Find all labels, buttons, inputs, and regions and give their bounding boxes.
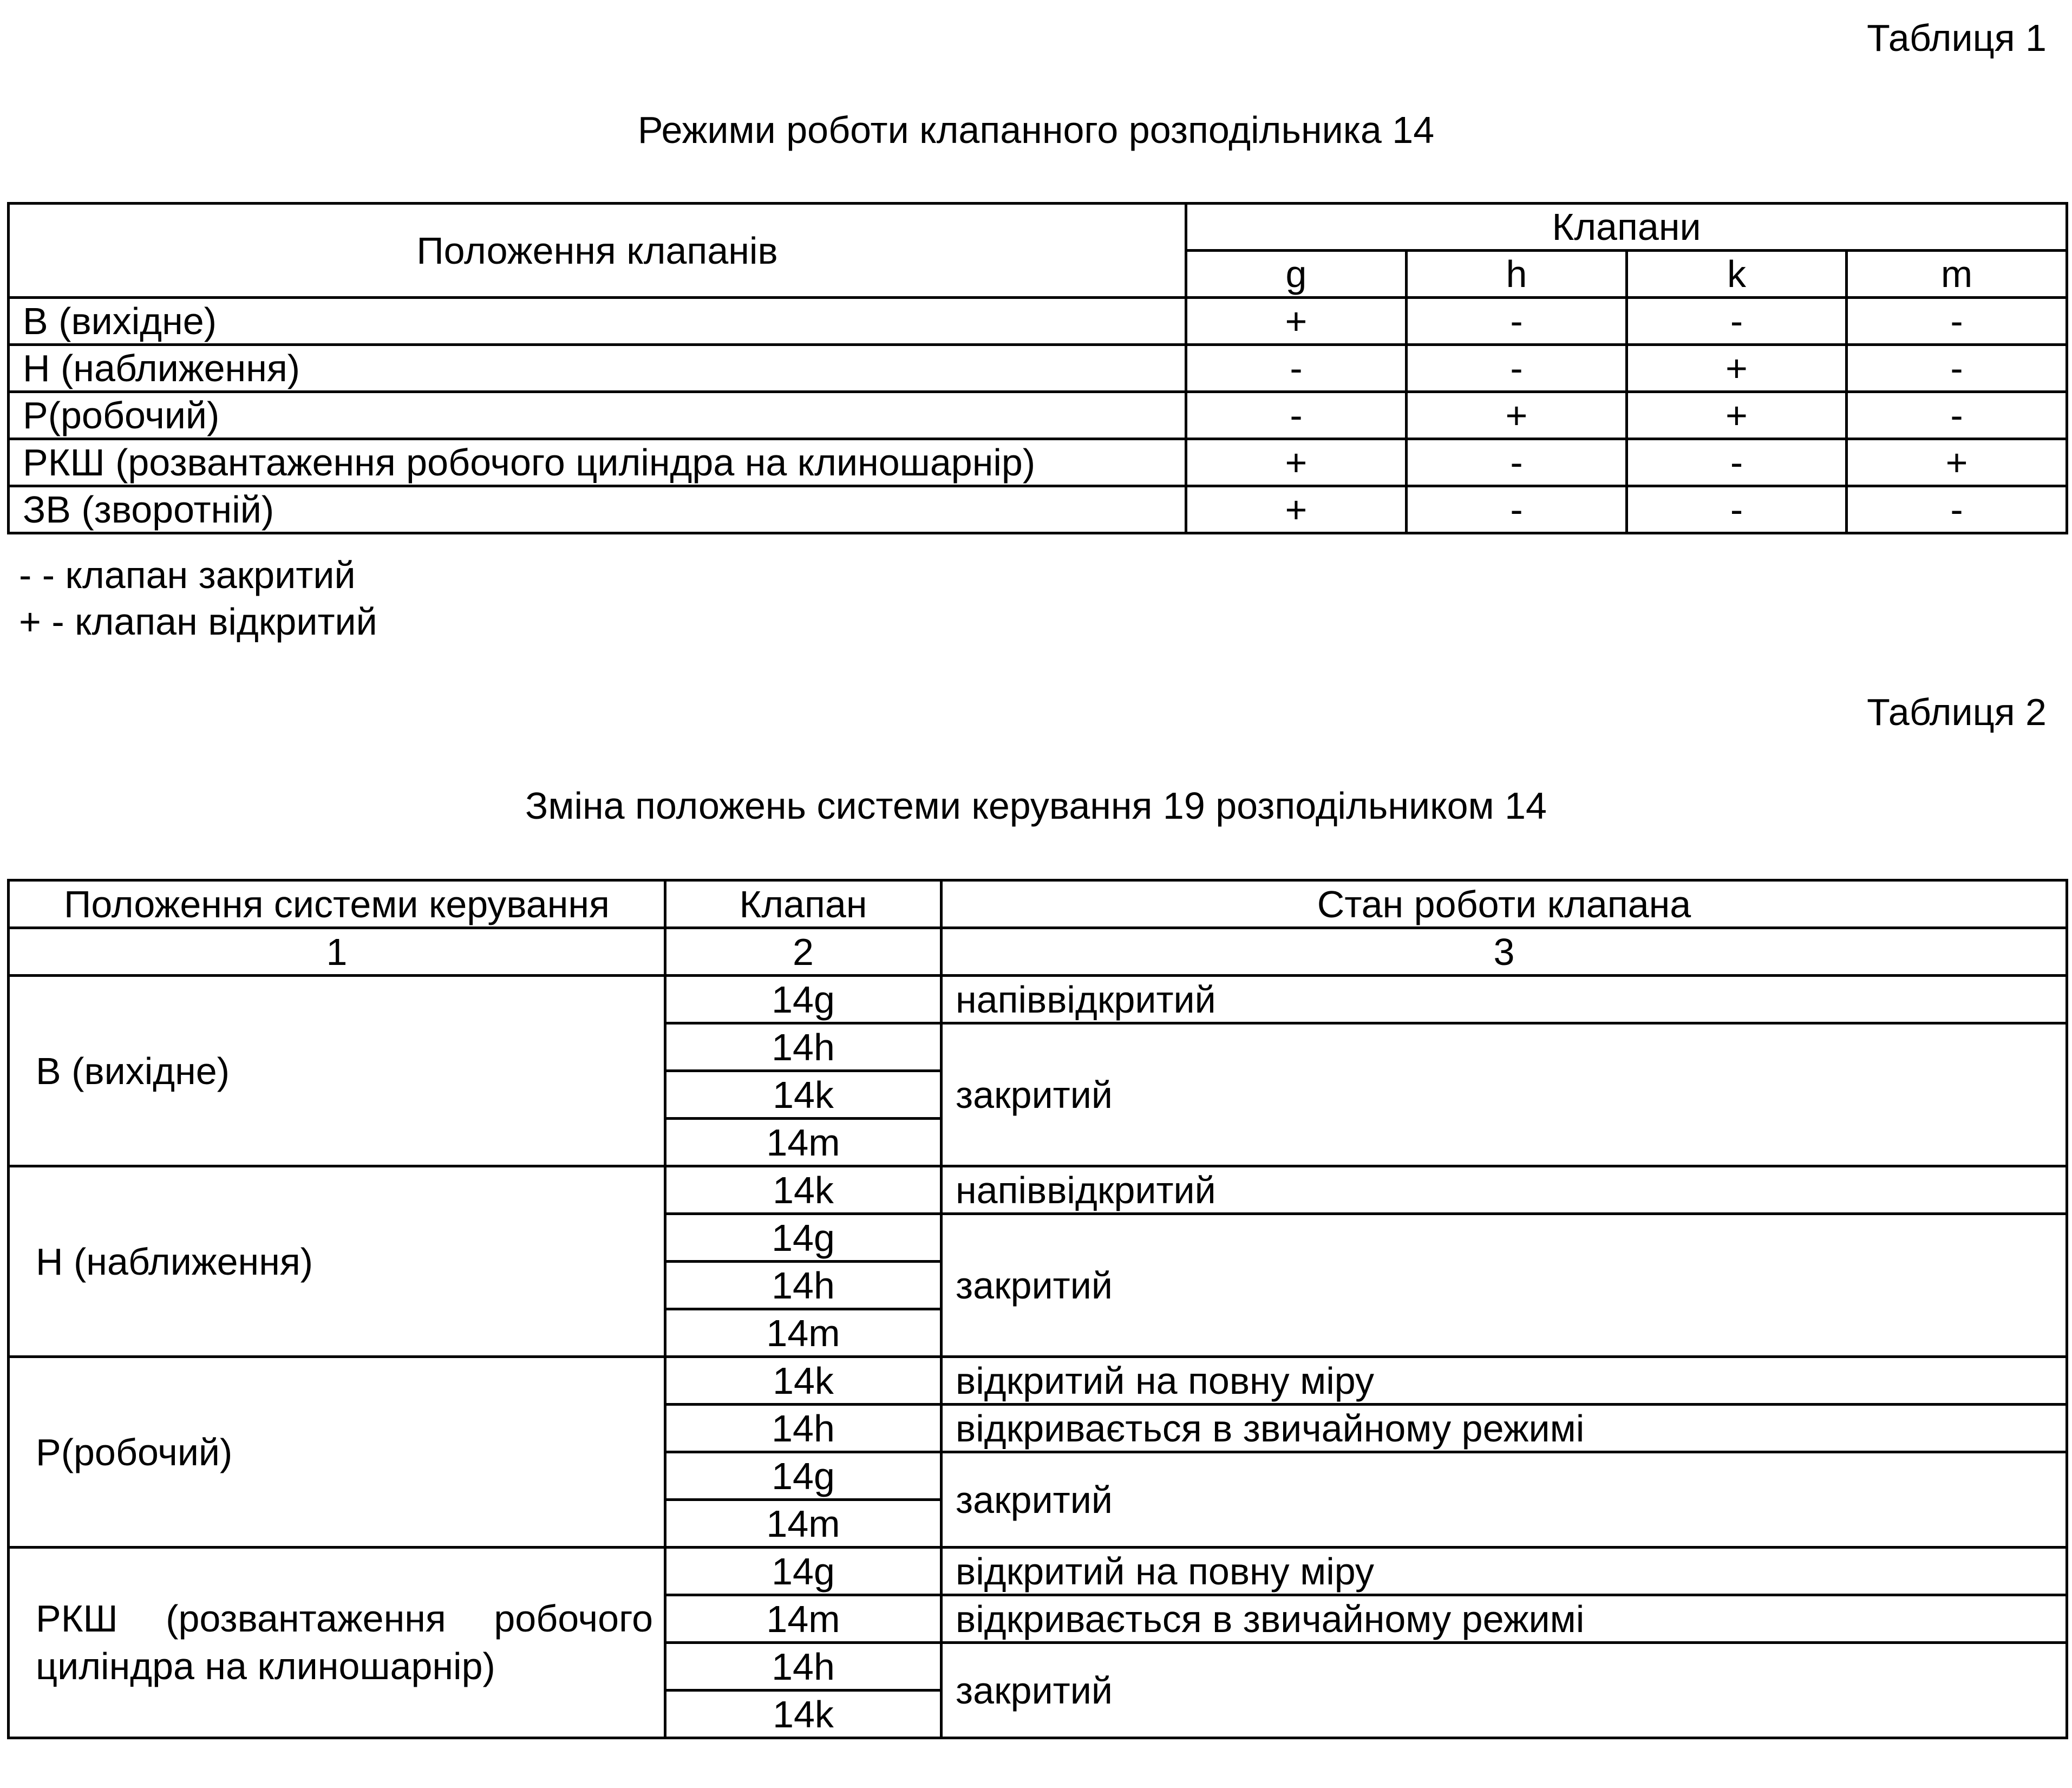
cell-value: -: [1627, 298, 1847, 345]
row-position: ЗВ (зворотній): [9, 486, 1186, 533]
row-position: Н (наближення): [9, 345, 1186, 392]
valve-cell: 14h: [665, 1023, 942, 1071]
state-cell: напіввідкритий: [942, 976, 2067, 1023]
control-positions-table: [7, 879, 2068, 1739]
valve-cell: 14h: [665, 1643, 942, 1691]
header-positions: Положення клапанів: [9, 204, 1186, 298]
row-position: РКШ (розвантаження робочого циліндра на клиношарнір): [9, 439, 1186, 486]
cell-value: -: [1186, 392, 1407, 439]
state-cell: відкривається в звичайному режимі: [942, 1595, 2067, 1643]
group-position: Н (наближення): [9, 1166, 665, 1357]
cell-value: +: [1627, 345, 1847, 392]
cell-value: -: [1847, 298, 2067, 345]
table-row: [9, 1548, 2067, 1595]
header-number-2: 2: [665, 928, 942, 976]
cell-value: +: [1186, 298, 1407, 345]
cell-value: +: [1186, 486, 1407, 533]
valve-cell: 14g: [665, 1214, 942, 1262]
table-row: [9, 1357, 2067, 1405]
cell-value: -: [1407, 439, 1627, 486]
header-valve-h: h: [1407, 251, 1627, 298]
valve-cell: 14k: [665, 1357, 942, 1405]
cell-value: -: [1186, 345, 1407, 392]
legend-minus-note: - - клапан закритий: [19, 554, 356, 596]
valve-cell: 14g: [665, 1548, 942, 1595]
state-cell: закритий: [942, 1643, 2067, 1738]
valve-cell: 14k: [665, 1691, 942, 1738]
header-valve-m: m: [1847, 251, 2067, 298]
cell-value: -: [1407, 486, 1627, 533]
header-number-1: 1: [9, 928, 665, 976]
cell-value: +: [1847, 439, 2067, 486]
table-row: [9, 298, 2067, 345]
table-row: [9, 486, 2067, 533]
row-position: В (вихідне): [9, 298, 1186, 345]
valve-cell: 14g: [665, 976, 942, 1023]
state-cell: напіввідкритий: [942, 1166, 2067, 1214]
header-valve-k: k: [1627, 251, 1847, 298]
state-cell: відкритий на повну міру: [942, 1548, 2067, 1595]
state-cell: закритий: [942, 1214, 2067, 1357]
group-position-line: циліндра на клиношарнір): [36, 1645, 495, 1687]
valve-modes-table: [7, 202, 2068, 534]
table-row: [9, 976, 2067, 1023]
header-valves-group: Клапани: [1186, 204, 2067, 251]
valve-cell: 14h: [665, 1262, 942, 1309]
header-number-3: 3: [942, 928, 2067, 976]
cell-value: -: [1847, 486, 2067, 533]
table-row: [9, 392, 2067, 439]
header-valve-g: g: [1186, 251, 1407, 298]
valve-cell: 14h: [665, 1405, 942, 1452]
valve-cell: 14k: [665, 1071, 942, 1119]
valve-cell: 14m: [665, 1309, 942, 1357]
legend-plus-note: + - клапан відкритий: [19, 601, 377, 643]
valve-cell: 14m: [665, 1595, 942, 1643]
cell-value: -: [1847, 345, 2067, 392]
state-cell: відкривається в звичайному режимі: [942, 1405, 2067, 1452]
cell-value: +: [1186, 439, 1407, 486]
table-row: [9, 345, 2067, 392]
cell-value: -: [1407, 298, 1627, 345]
valve-cell: 14k: [665, 1166, 942, 1214]
cell-value: -: [1627, 486, 1847, 533]
group-position: В (вихідне): [9, 976, 665, 1166]
cell-value: -: [1407, 345, 1627, 392]
table1-label: Таблиця 1: [1867, 17, 2047, 59]
state-cell: закритий: [942, 1452, 2067, 1548]
header-valve-state: Стан роботи клапана: [942, 880, 2067, 928]
table1-title: Режими роботи клапанного розподільника 14: [637, 109, 1435, 151]
cell-value: +: [1407, 392, 1627, 439]
valve-cell: 14m: [665, 1500, 942, 1548]
row-position: Р(робочий): [9, 392, 1186, 439]
group-position: Р(робочий): [9, 1357, 665, 1548]
valve-cell: 14g: [665, 1452, 942, 1500]
group-position: [9, 1548, 665, 1738]
state-cell: відкритий на повну міру: [942, 1357, 2067, 1405]
cell-value: -: [1627, 439, 1847, 486]
cell-value: +: [1627, 392, 1847, 439]
table-row: [9, 1166, 2067, 1214]
state-cell: закритий: [942, 1023, 2067, 1166]
valve-cell: 14m: [665, 1119, 942, 1166]
table2-label: Таблиця 2: [1867, 691, 2047, 733]
table-row: [9, 439, 2067, 486]
table2-title: Зміна положень системи керування 19 розподільником 14: [525, 785, 1547, 827]
cell-value: -: [1847, 392, 2067, 439]
group-position-line: РКШ (розвантаження робочого: [36, 1597, 653, 1640]
header-control-position: Положення системи керування: [9, 880, 665, 928]
header-valve: Клапан: [665, 880, 942, 928]
